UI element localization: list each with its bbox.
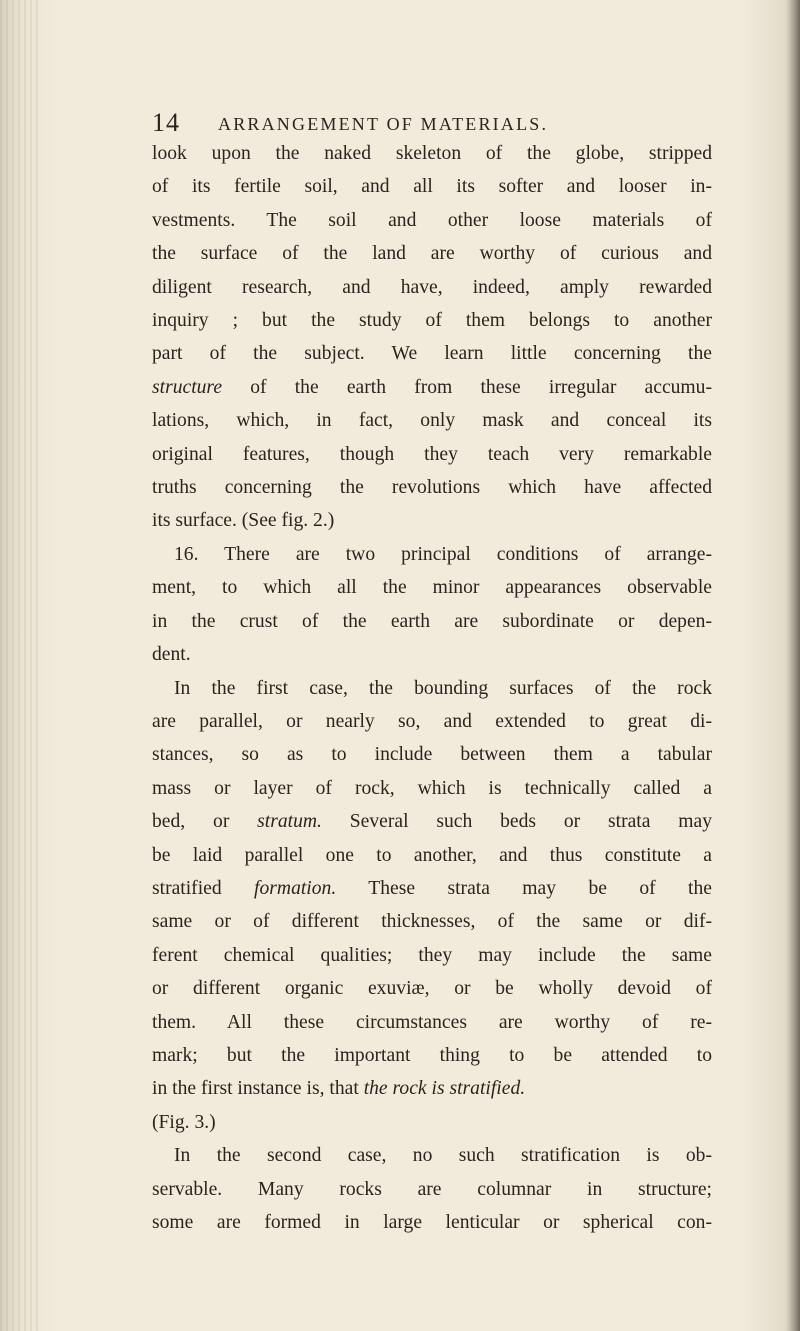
text-line: or different organic exuviæ, or be wholly devoid of: [152, 978, 712, 1000]
text-line: in the crust of the earth are subordinate or depen-: [152, 610, 712, 632]
italic-term: stratum.: [257, 811, 322, 833]
text-line: servable. Many rocks are columnar in structure;: [152, 1178, 712, 1200]
text-run: in the first instance is, that: [152, 1078, 364, 1100]
text-line: them. All these circumstances are worthy of re-: [152, 1011, 712, 1033]
italic-term: formation.: [254, 877, 337, 899]
text-run: These strata may be of the: [336, 877, 712, 899]
page-number: 14: [152, 108, 180, 137]
italic-term: structure: [152, 376, 223, 398]
text-line: [152, 371, 712, 404]
italic-term: the rock is stratified.: [363, 1078, 526, 1100]
text-line: of its fertile soil, and all its softer and looser in-: [152, 176, 712, 198]
text-line: be laid parallel one to another, and thus constitute a: [152, 844, 712, 866]
paragraph-start-line: In the first case, the bounding surfaces of the rock: [174, 677, 712, 699]
text-line: [152, 1072, 712, 1105]
text-line: mass or layer of rock, which is technically called a: [152, 777, 712, 799]
page-binding-edge: [0, 0, 40, 1331]
page-header: [152, 108, 712, 138]
text-line: ment, to which all the minor appearances observable: [152, 577, 712, 599]
text-line: dent.: [152, 644, 191, 666]
text-line: part of the subject. We learn little concerning the: [152, 343, 712, 365]
text-line: some are formed in large lenticular or spherical con-: [152, 1212, 712, 1233]
text-line: the surface of the land are worthy of curious and: [152, 243, 712, 265]
text-line: [152, 805, 712, 838]
text-line: original features, though they teach very remarkable: [152, 443, 712, 465]
text-line: stances, so as to include between them a tabular: [152, 744, 712, 766]
text-line: mark; but the important thing to be attended to: [152, 1044, 712, 1066]
paragraph-start-line: 16. There are two principal conditions of arrange-: [174, 543, 712, 565]
text-line: diligent research, and have, indeed, amply rewarded: [152, 276, 712, 298]
text-line: truths concerning the revolutions which have affected: [152, 477, 712, 499]
text-line: [152, 872, 712, 905]
text-line: ferent chemical qualities; they may include the same: [152, 944, 712, 966]
text-run: Several such beds or strata may: [321, 811, 712, 833]
text-run: of the earth from these irregular accumu-: [222, 376, 712, 398]
body-text: [152, 137, 712, 1239]
paragraph-start-line: In the second case, no such stratification is ob-: [174, 1145, 712, 1167]
text-line: same or of different thicknesses, of the same or dif-: [152, 911, 712, 933]
text-line: lations, which, in fact, only mask and conceal its: [152, 410, 712, 432]
text-run: bed, or: [152, 811, 258, 833]
text-line: its surface. (See fig. 2.): [152, 510, 335, 532]
text-line: are parallel, or nearly so, and extended to great di-: [152, 710, 712, 732]
running-head: ARRANGEMENT OF MATERIALS.: [218, 114, 549, 134]
text-line: look upon the naked skeleton of the globe, stripped: [152, 143, 712, 164]
text-line: vestments. The soil and other loose materials of: [152, 209, 712, 231]
text-line: inquiry ; but the study of them belongs to another: [152, 310, 712, 332]
text-run: stratified: [152, 877, 255, 899]
page-edge-shadow: [786, 0, 800, 1331]
text-line: (Fig. 3.): [152, 1111, 216, 1133]
